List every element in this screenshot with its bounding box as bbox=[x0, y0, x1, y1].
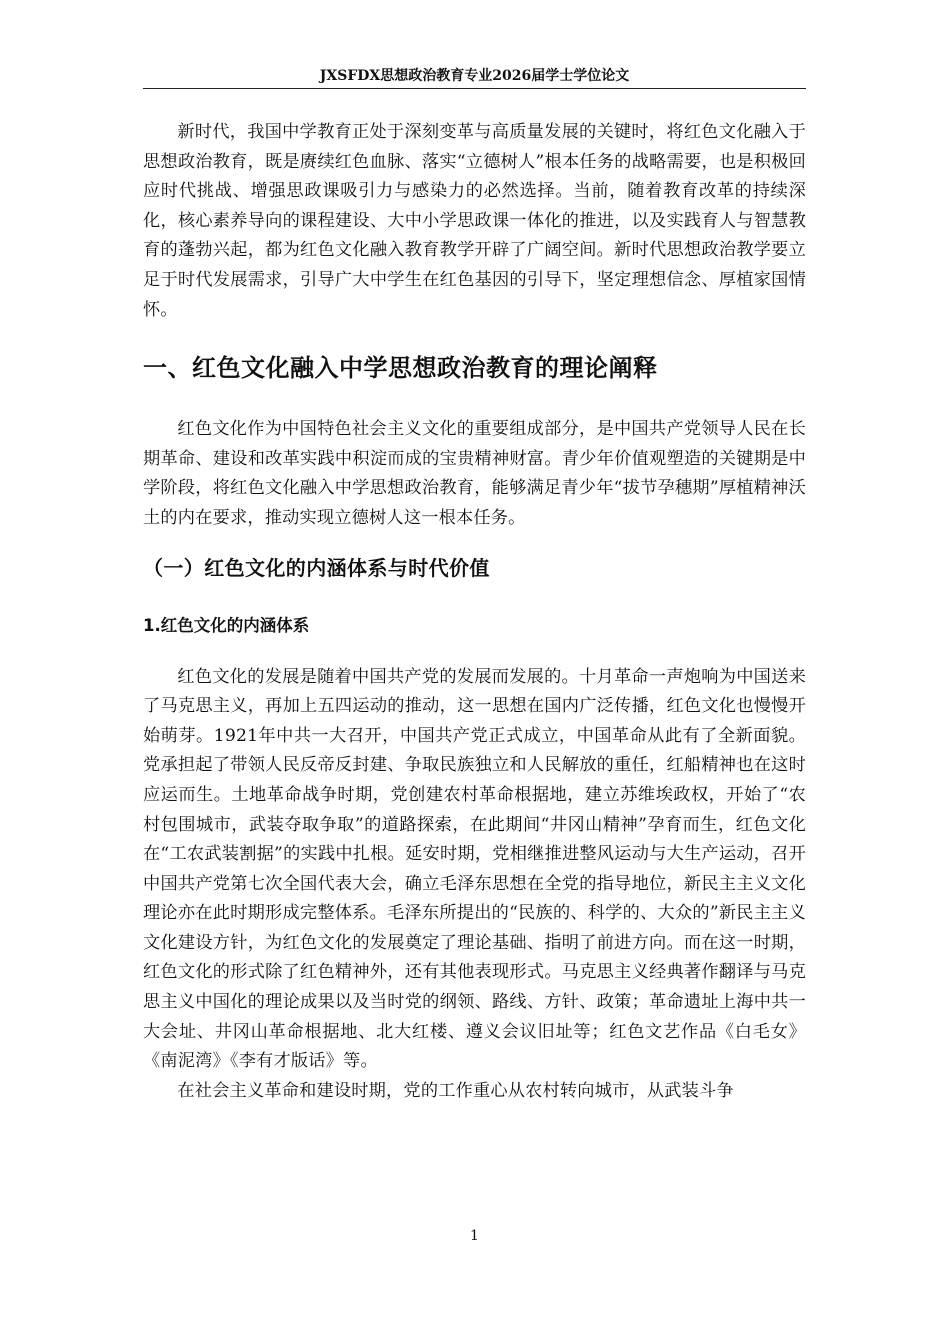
document-content bbox=[143, 118, 806, 1106]
spacer bbox=[143, 325, 806, 351]
section-paragraph: 红色文化作为中国特色社会主义文化的重要组成部分，是中国共产党领导人民在长期革命、建设和改革实践中积淀而成的宝贵精神财富。青少年价值观塑造的关键期是中学阶段，将红色文化融入中学思想政治教育，能够满足青少年“拔节孕穗期”厚植精神沃土的内在要求，推动实现立德树人这一根本任务。 bbox=[143, 419, 806, 528]
running-header: JXSFDX思想政治教育专业2026届学士学位论文 bbox=[319, 68, 630, 84]
subsection-heading: （一）红色文化的内涵体系与时代价值 bbox=[143, 555, 490, 580]
section-heading: 一、红色文化融入中学思想政治教育的理论阐释 bbox=[143, 354, 658, 383]
subsubsection-heading: 1.红色文化的内涵体系 bbox=[143, 615, 310, 635]
page-number: 1 bbox=[470, 1228, 479, 1244]
spacer bbox=[143, 639, 806, 663]
body-paragraph: 红色文化的发展是随着中国共产党的发展而发展的。十月革命一声炮响为中国送来了马克思主义，再加上五四运动的推动，这一思想在国内广泛传播，红色文化也慢慢开始萌芽。1921年中共一大召开，中国共产党正式成立，中国革命从此有了全新面貌。党承担起了带领人民反帝反封建、争取民族独立和人民解放的重任，红船精神也在这时应运而生。土地革命战争时期，党创建农村革命根据地，建立苏维埃政权，开始了“农村包围城市，武装夺取争取”的道路探索，在此期间“井冈山精神”孕育而生，红色文化在“工农武装割据”的实践中扎根。延安时期，党相继推进整风运动与大生产运动，召开中国共产党第七次全国代表大会，确立毛泽东思想在全党的指导地位，新民主主义文化理论亦在此时期形成完整体系。毛泽东所提出的“民族的、科学的、大众的”新民主主义文化建设方针，为红色文化的发展奠定了理论基础、指明了前进方向。而在这一时期，红色文化的形式除了红色精神外，还有其他表现形式。马克思主义经典著作翻译与马克思主义中国化的理论成果以及当时党的纲领、路线、方针、政策；革命遗址上海中共一大会址、井冈山革命根据地、北大红楼、遵义会议旧址等；红色文艺作品《白毛女》《南泥湾》《李有才版话》等。 bbox=[143, 666, 806, 1072]
body-paragraph: 在社会主义革命和建设时期，党的工作重心从农村转向城市，从武装斗争 bbox=[177, 1080, 734, 1101]
intro-paragraph: 新时代，我国中学教育正处于深刻变革与高质量发展的关键时，将红色文化融入于思想政治教育，既是赓续红色血脉、落实“立德树人”根本任务的战略需要，也是积极回应时代挑战、增强思政课吸引力与感染力的必然选择。当前，随着教育改革的持续深化，核心素养导向的课程建设、大中小学思政课一体化的推进，以及实践育人与智慧教育的蓬勃兴起，都为红色文化融入教育教学开辟了广阔空间。新时代思想政治教学要立足于时代发展需求，引导广大中学生在红色基因的引导下，坚定理想信念、厚植家国情怀。 bbox=[143, 122, 806, 320]
spacer bbox=[143, 583, 806, 613]
header-rule bbox=[143, 88, 806, 89]
spacer bbox=[143, 385, 806, 415]
spacer bbox=[143, 534, 806, 553]
